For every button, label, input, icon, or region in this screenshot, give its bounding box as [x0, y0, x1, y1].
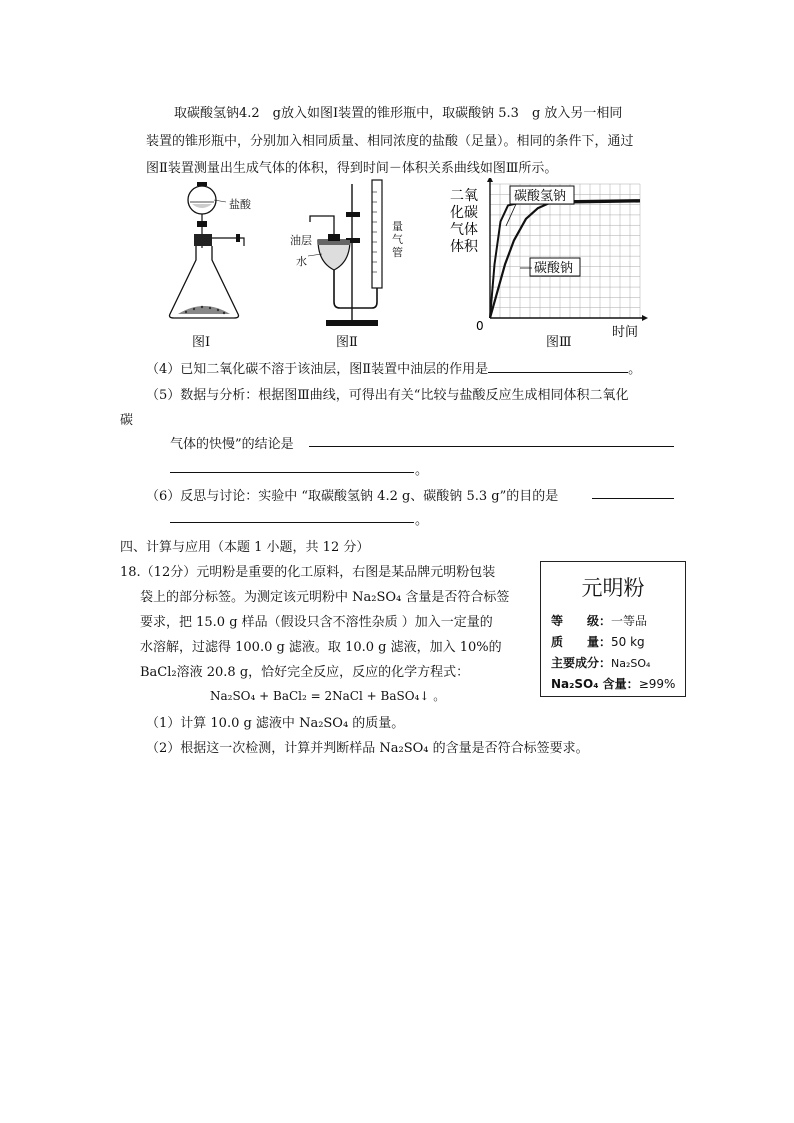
q18-sub-2: （2）根据这一次检测，计算并判断样品 Na₂SO₄ 的含量是否符合标签要求。: [146, 741, 589, 756]
section-title: 四、计算与应用（本题 1 小题，共 12 分）: [120, 540, 370, 555]
label-grade-value: 一等品: [611, 614, 648, 628]
question-4-end: 。: [628, 362, 642, 377]
question-5-line-3: 气体的快慢”的结论是: [170, 437, 294, 452]
origin-label: 0: [476, 319, 484, 333]
intro-line-2: 装置的锥形瓶中，分别加入相同质量、相同浓度的盐酸（足量）。相同的条件下，通过: [146, 134, 634, 149]
intro-line-1: 取碳酸氢钠4.2 g放入如图Ⅰ装置的锥形瓶中，取碳酸钠 5.3 g 放入另一相同: [174, 106, 623, 121]
label-component-key: 主要成分：: [551, 656, 612, 670]
question-5-line-2: 碳: [120, 413, 134, 428]
x-axis-arrow: [642, 315, 648, 321]
label-component-value: Na₂SO₄: [611, 657, 651, 670]
question-6-end: 。: [415, 513, 429, 528]
label-row-mass: [551, 633, 645, 650]
answer-blank-4[interactable]: [488, 360, 628, 373]
q18-sub-1: （1）计算 10.0 g 滤液中 Na₂SO₄ 的质量。: [146, 716, 405, 731]
y-axis-label-2: 化碳: [450, 205, 478, 221]
label-grade-key: 等 级：: [551, 614, 612, 628]
funnel-bulb: [188, 186, 216, 214]
q18-line-4: 水溶解，过滤得 100.0 g 滤液。取 10.0 g 滤液，加入 10%的: [140, 640, 502, 655]
question-6-line-1: （6）反思与讨论：实验中 “取碳酸氢钠 4.2 g、碳酸钠 5.3 g”的目的是: [146, 489, 559, 504]
y-axis-label-4: 体积: [450, 239, 478, 255]
q18-line-1: 18.（12分）元明粉是重要的化工原料，右图是某品牌元明粉包装: [120, 565, 496, 580]
fig2-water-label: 水: [296, 255, 307, 268]
label-mass-value: 50 kg: [611, 635, 645, 649]
product-label-title: 元明粉: [581, 576, 645, 600]
q18-line-5: BaCl₂溶液 20.8 g，恰好完全反应，反应的化学方程式：: [140, 665, 470, 680]
fig2-tube-label-1: 量: [392, 220, 403, 233]
label-content-key: Na₂SO₄ 含量：: [551, 677, 639, 691]
q18-equation: Na₂SO₄ + BaCl₂ = 2NaCl + BaSO₄↓ 。: [210, 689, 446, 703]
product-label: [540, 561, 686, 697]
q18-line-3: 要求，把 15.0 g 样品（假设只含不溶性杂质 ）加入一定量的: [140, 615, 493, 630]
fig1-acid-label: 盐酸: [229, 198, 251, 211]
q18-line-2: 袋上的部分标签。为测定该元明粉中 Na₂SO₄ 含量是否符合标签: [140, 590, 510, 605]
question-4: [146, 358, 641, 377]
label-row-grade: [551, 612, 647, 629]
fig1-caption: 图Ⅰ: [192, 335, 211, 350]
fig3-caption: 图Ⅲ: [546, 335, 572, 350]
label-content-value: ≥99%: [638, 677, 676, 691]
question-5-line-1: （5）数据与分析：根据图Ⅲ曲线，可得出有关“比较与盐酸反应生成相同体积二氧化: [146, 388, 629, 403]
question-4-text: （4）已知二氧化碳不溶于该油层，图Ⅱ装置中油层的作用是: [146, 362, 489, 377]
label-mass-key: 质 量：: [551, 635, 612, 649]
fig2-oil-label: 油层: [290, 234, 312, 247]
figure-3-chart: [444, 178, 654, 342]
answer-blank-6a[interactable]: [592, 498, 674, 499]
label-row-component: [551, 654, 650, 671]
intro-line-3: 图Ⅱ装置测量出生成气体的体积，得到时间－体积关系曲线如图Ⅲ所示。: [146, 161, 558, 176]
answer-blank-5b[interactable]: [170, 472, 414, 473]
fig2-caption: 图Ⅱ: [336, 335, 358, 350]
answer-blank-6b[interactable]: [170, 522, 414, 523]
y-axis-label-3: 气体: [450, 222, 478, 238]
x-axis-label: 时间: [612, 325, 639, 340]
answer-blank-5a[interactable]: [309, 446, 674, 447]
fig2-tube-label-3: 管: [392, 246, 403, 259]
legend-label-na2co3: 碳酸钠: [534, 261, 574, 276]
label-row-content: [551, 675, 675, 692]
question-5-end: 。: [415, 463, 429, 478]
legend-label-nahco3: 碳酸氢钠: [514, 189, 567, 204]
y-axis-arrow: [487, 178, 493, 182]
fig2-tube-label-2: 气: [392, 233, 403, 246]
y-axis-label-1: 二氧: [450, 188, 478, 204]
